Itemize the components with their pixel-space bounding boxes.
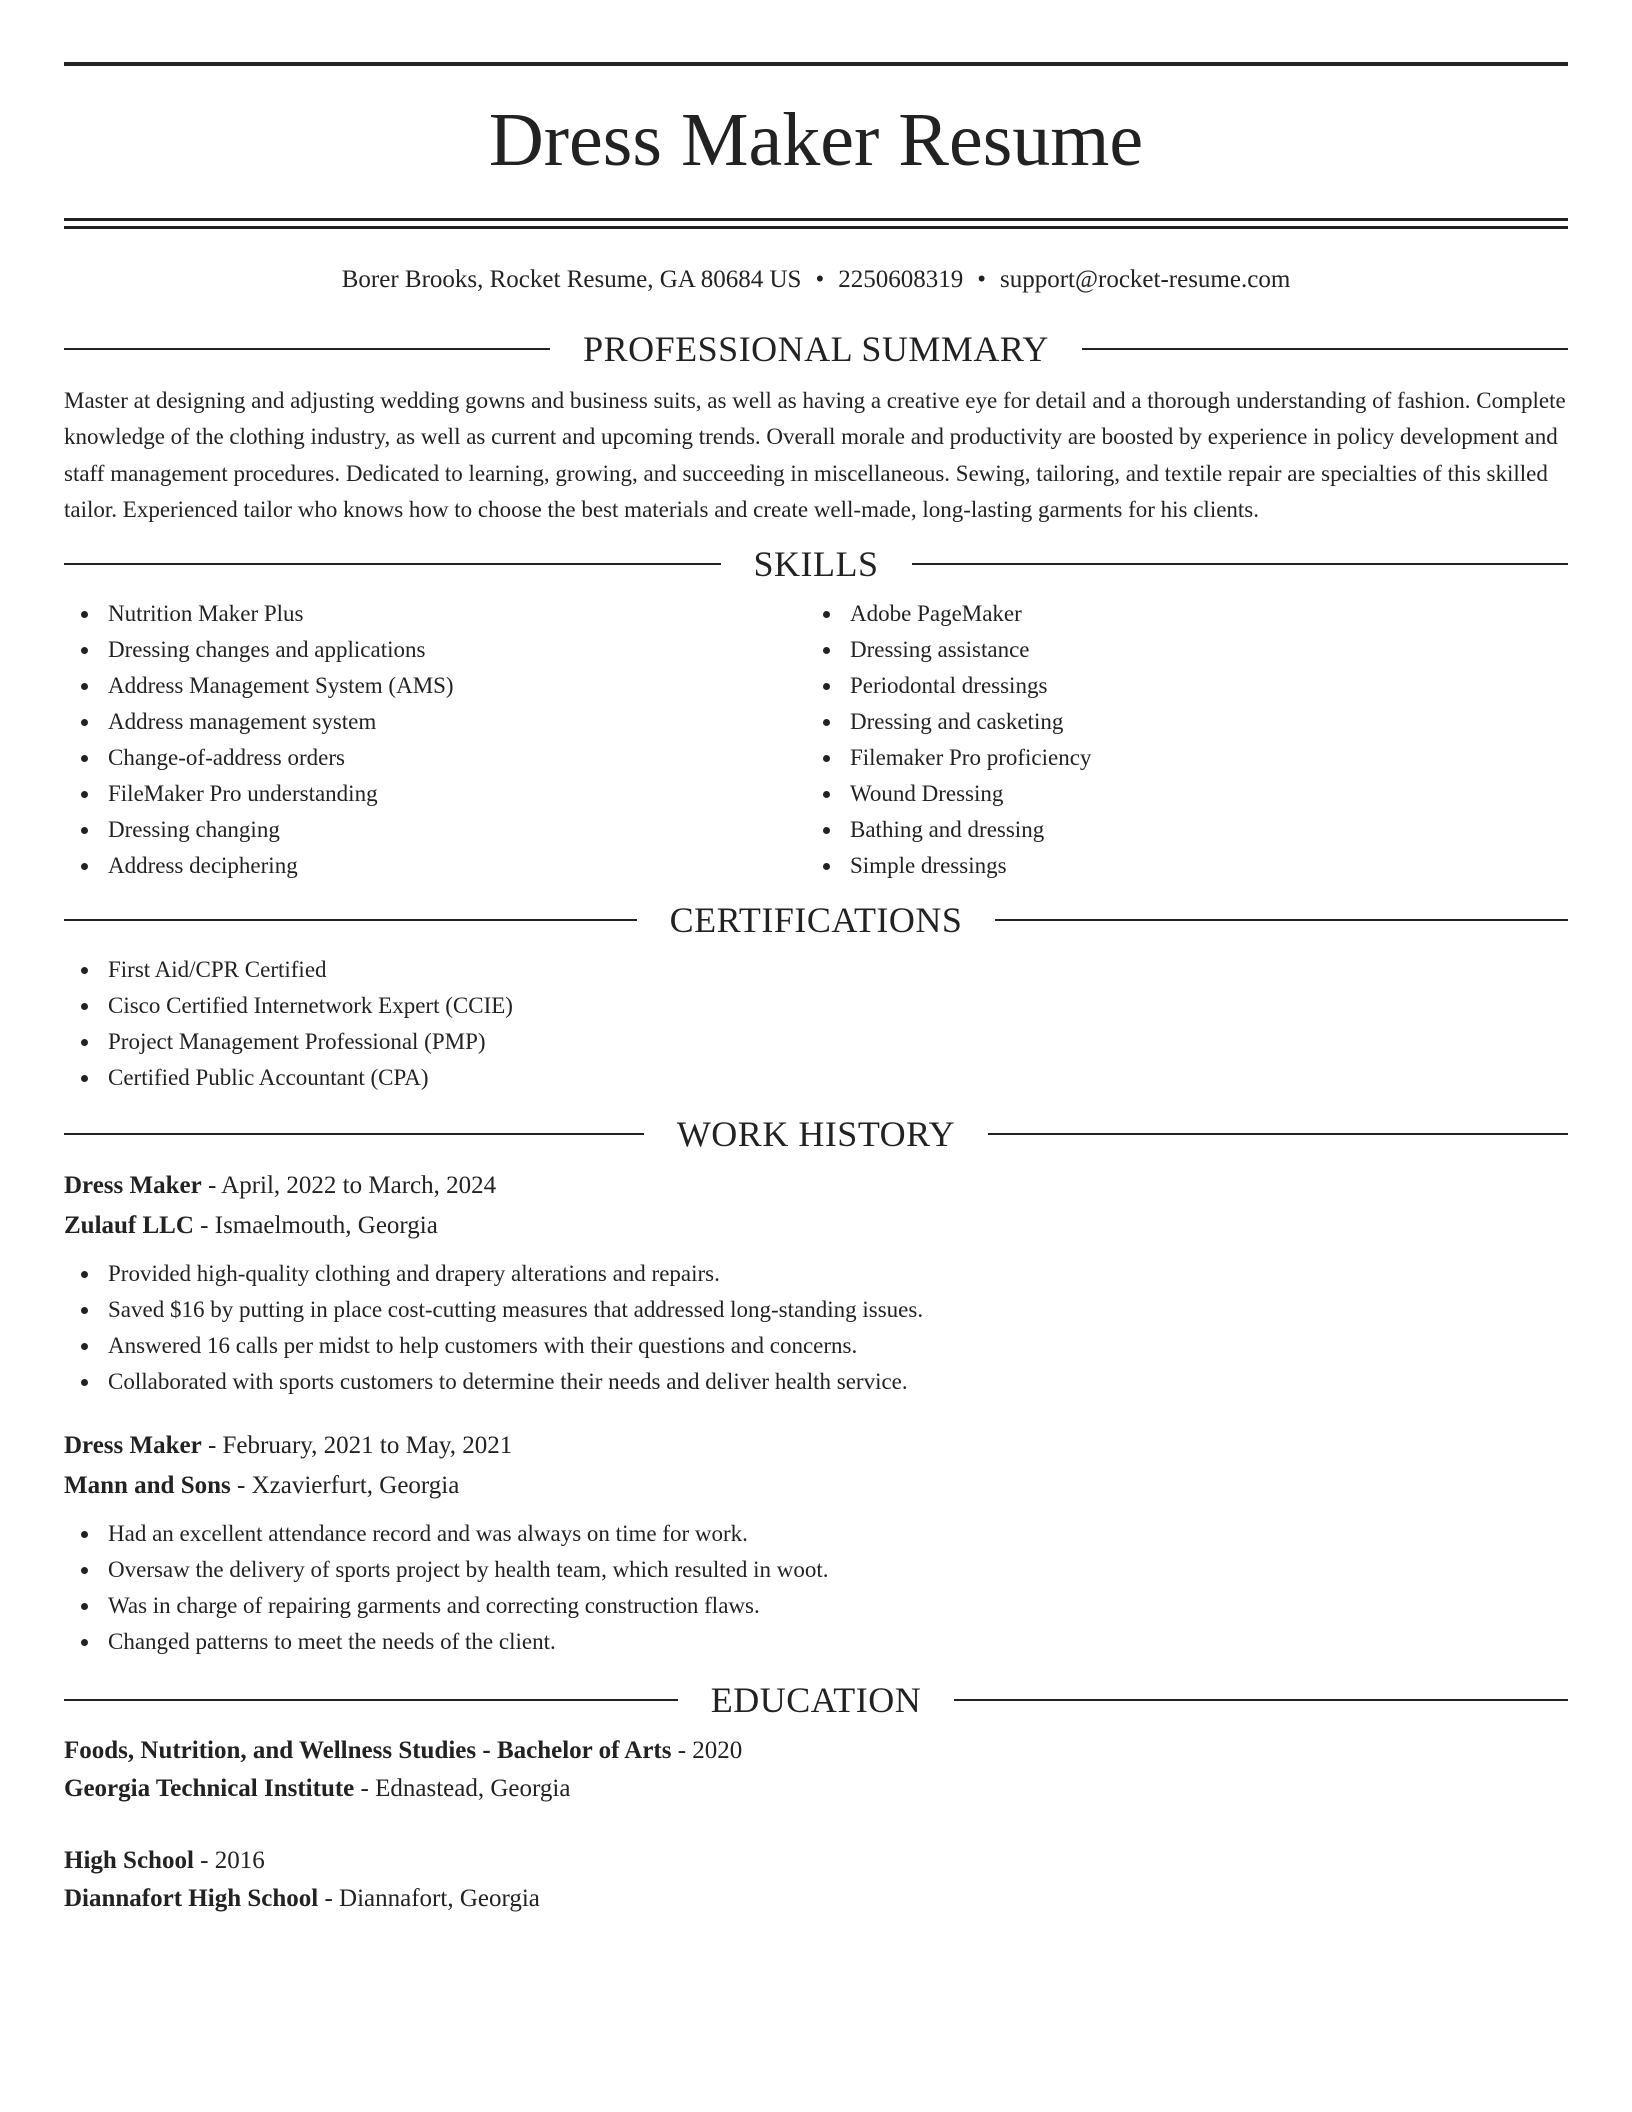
- skill-item: Address deciphering: [64, 848, 806, 884]
- skill-item: Dressing assistance: [806, 632, 1548, 668]
- education-degree-line: [64, 1732, 1568, 1770]
- contact-phone: 2250608319: [838, 266, 964, 293]
- job-dates: - February, 2021 to May, 2021: [201, 1432, 513, 1460]
- job-bullet: Saved $16 by putting in place cost-cutting measures that addressed long-standing issues.: [64, 1292, 1568, 1328]
- education-degree: High School: [64, 1847, 194, 1875]
- skill-item: FileMaker Pro understanding: [64, 776, 806, 812]
- certifications-heading-label: CERTIFICATIONS: [669, 900, 963, 941]
- contact-separator: •: [815, 266, 825, 293]
- education-school: Diannafort High School: [64, 1885, 319, 1913]
- skill-item: Bathing and dressing: [806, 812, 1548, 848]
- job-location: - Ismaelmouth, Georgia: [193, 1212, 438, 1240]
- skill-item: Simple dressings: [806, 848, 1548, 884]
- skills-heading-label: SKILLS: [753, 544, 879, 585]
- job-location: - Xzavierfurt, Georgia: [230, 1472, 460, 1500]
- certification-item: Cisco Certified Internetwork Expert (CCIE): [64, 988, 1568, 1024]
- job-bullets: [64, 1516, 1568, 1660]
- education-school-line: [64, 1880, 1568, 1918]
- skills-columns: [64, 596, 1568, 884]
- heading-rule-left: [64, 563, 721, 565]
- certifications-heading: [64, 900, 1568, 940]
- summary-text: Master at designing and adjusting wedding gowns and business suits, as well as having a creative eye for detail and a thorough understanding of fashion. Complete knowledge of the clothing industry, as well as current and upcoming trends. Overall morale and productivity are boosted by experience in policy development and staff management procedures. Dedicated to learning, growing, and succeeding in miscellaneous. Sewing, tailoring, and textile repair are specialties of this skilled tailor. Experienced tailor who knows how to choose the best materials and create well-made, long-lasting garments for his clients.: [64, 388, 1566, 522]
- job-title-line: [64, 1166, 1568, 1206]
- job-company: Mann and Sons: [64, 1472, 231, 1500]
- skills-list-left: [64, 596, 806, 884]
- education-school: Georgia Technical Institute: [64, 1775, 355, 1803]
- skills-list-right: [806, 596, 1548, 884]
- job-bullet: Answered 16 calls per midst to help customers with their questions and concerns.: [64, 1328, 1568, 1364]
- contact-address: Borer Brooks, Rocket Resume, GA 80684 US: [341, 266, 802, 293]
- job-company-line: [64, 1466, 1568, 1506]
- summary-heading-label: PROFESSIONAL SUMMARY: [583, 329, 1049, 369]
- education-heading-label: EDUCATION: [710, 1680, 922, 1721]
- job-bullets: [64, 1256, 1568, 1400]
- heading-rule-right: [1082, 348, 1568, 350]
- heading-rule-right: [988, 1133, 1568, 1135]
- skill-item: Dressing changing: [64, 812, 806, 848]
- skills-heading: [64, 544, 1568, 584]
- heading-rule-left: [64, 1699, 678, 1701]
- summary-heading: [64, 329, 1568, 369]
- job-entry: [64, 1426, 1568, 1660]
- contact-line: [64, 265, 1568, 295]
- skill-item: Filemaker Pro proficiency: [806, 740, 1548, 776]
- job-bullet: Changed patterns to meet the needs of the client.: [64, 1624, 1568, 1660]
- job-title: Dress Maker: [64, 1432, 202, 1460]
- certification-item: Project Management Professional (PMP): [64, 1024, 1568, 1060]
- heading-rule-left: [64, 348, 550, 350]
- skill-item: Adobe PageMaker: [806, 596, 1548, 632]
- job-dates: - April, 2022 to March, 2024: [201, 1172, 497, 1200]
- job-bullet: Was in charge of repairing garments and correcting construction flaws.: [64, 1588, 1568, 1624]
- education-year: - 2016: [193, 1847, 265, 1875]
- skill-item: Address Management System (AMS): [64, 668, 806, 704]
- skill-item: Nutrition Maker Plus: [64, 596, 806, 632]
- education-location: - Diannafort, Georgia: [318, 1885, 540, 1913]
- skill-item: Dressing changes and applications: [64, 632, 806, 668]
- education-entry: [64, 1732, 1568, 1808]
- job-bullet: Had an excellent attendance record and was always on time for work.: [64, 1516, 1568, 1552]
- resume-title: Dress Maker Resume: [488, 98, 1144, 182]
- education-year: - 2020: [671, 1737, 743, 1765]
- certification-item: Certified Public Accountant (CPA): [64, 1060, 1568, 1096]
- contact-separator: •: [977, 266, 986, 293]
- job-title-line: [64, 1426, 1568, 1466]
- top-rule: [64, 62, 1568, 66]
- education-school-line: [64, 1770, 1568, 1808]
- education-entry: [64, 1842, 1568, 1918]
- heading-rule-right: [995, 919, 1568, 921]
- heading-rule-left: [64, 919, 637, 921]
- skill-item: Periodontal dressings: [806, 668, 1548, 704]
- job-bullet: Collaborated with sports customers to determine their needs and deliver health service.: [64, 1364, 1568, 1400]
- certification-item: First Aid/CPR Certified: [64, 952, 1568, 988]
- work-heading: [64, 1114, 1568, 1154]
- education-heading: [64, 1680, 1568, 1720]
- education-degree-line: [64, 1842, 1568, 1880]
- title-double-rule: [64, 218, 1568, 229]
- work-heading-label: WORK HISTORY: [676, 1114, 956, 1155]
- skill-item: Change-of-address orders: [64, 740, 806, 776]
- job-company: Zulauf LLC: [64, 1212, 194, 1240]
- job-bullet: Provided high-quality clothing and drapery alterations and repairs.: [64, 1256, 1568, 1292]
- job-entry: [64, 1166, 1568, 1400]
- certifications-list: [64, 952, 1568, 1096]
- heading-rule-right: [912, 563, 1569, 565]
- education-degree: Foods, Nutrition, and Wellness Studies - Bachelor of Arts: [64, 1737, 672, 1765]
- skill-item: Address management system: [64, 704, 806, 740]
- job-bullet: Oversaw the delivery of sports project by health team, which resulted in woot.: [64, 1552, 1568, 1588]
- resume-content: [64, 62, 1568, 1918]
- education-location: - Ednastead, Georgia: [354, 1775, 571, 1803]
- heading-rule-right: [954, 1699, 1568, 1701]
- job-title: Dress Maker: [64, 1172, 202, 1200]
- skill-item: Wound Dressing: [806, 776, 1548, 812]
- job-company-line: [64, 1206, 1568, 1246]
- skill-item: Dressing and casketing: [806, 704, 1548, 740]
- heading-rule-left: [64, 1133, 644, 1135]
- contact-email: support@rocket-resume.com: [999, 266, 1291, 293]
